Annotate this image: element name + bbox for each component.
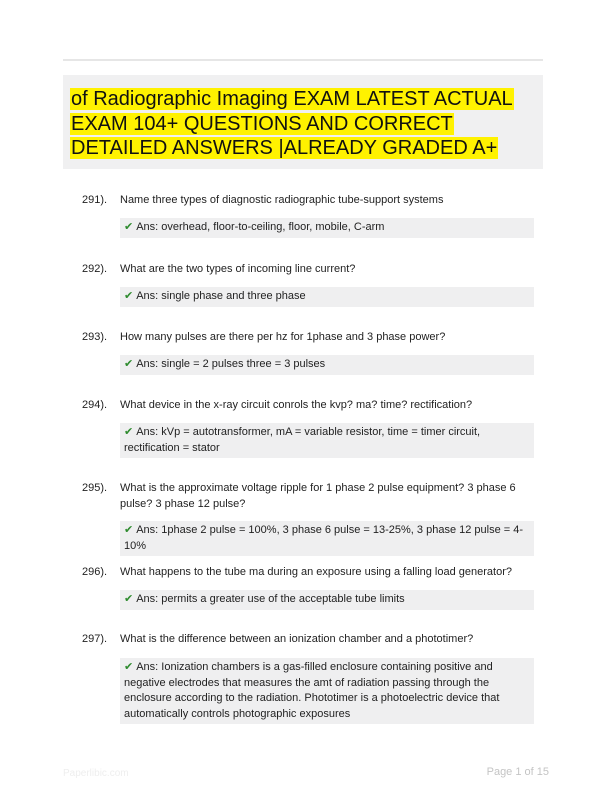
question-text: What is the difference between an ionization chamber and a phototimer?	[120, 633, 474, 645]
page-indicator: Page 1 of 15	[486, 766, 549, 778]
question-number: 296).	[82, 566, 108, 578]
check-icon: ✔	[124, 221, 134, 233]
answer-box	[120, 218, 534, 238]
check-icon: ✔	[124, 524, 134, 536]
answer-box	[120, 590, 534, 610]
answer-box	[120, 521, 534, 556]
question-text: What is the approximate voltage ripple for 1 phase 2 pulse equipment? 3 phase 6 pulse? 3 phase 12 pulse?	[120, 482, 516, 510]
question-number: 292).	[82, 263, 108, 275]
footer-watermark: Paperlibic.com	[63, 768, 129, 779]
answer-box	[120, 355, 534, 375]
answer-box	[120, 423, 534, 458]
question-text: Name three types of diagnostic radiographic tube-support systems	[120, 194, 444, 206]
check-icon: ✔	[124, 426, 134, 438]
answer-box	[120, 287, 534, 307]
answer-text: Ans: single phase and three phase	[136, 290, 306, 302]
answer-text: Ans: single = 2 pulses three = 3 pulses	[136, 358, 326, 370]
check-icon: ✔	[124, 358, 134, 370]
check-icon: ✔	[124, 290, 134, 302]
answer-text: Ans: kVp = autotransformer, mA = variable resistor, time = timer circuit, rectification = stator	[124, 426, 481, 454]
question-number: 295).	[82, 482, 108, 494]
answer-text: Ans: permits a greater use of the acceptable tube limits	[136, 593, 405, 605]
question-text: What are the two types of incoming line current?	[120, 263, 356, 275]
question-number: 293).	[82, 331, 108, 343]
document-title: of Radiographic Imaging EXAM LATEST ACTUAL EXAM 104+ QUESTIONS AND CORRECT DETAILED ANSWERS |ALREADY GRADED A+	[71, 88, 513, 159]
question-text: What happens to the tube ma during an exposure using a falling load generator?	[120, 566, 512, 578]
top-divider	[63, 59, 543, 61]
answer-text: Ans: 1phase 2 pulse = 100%, 3 phase 6 pulse = 13-25%, 3 phase 12 pulse = 4-10%	[124, 524, 524, 552]
answer-text: Ans: overhead, floor-to-ceiling, floor, mobile, C-arm	[136, 221, 385, 233]
check-icon: ✔	[124, 593, 134, 605]
answer-box	[120, 658, 534, 724]
question-text: How many pulses are there per hz for 1phase and 3 phase power?	[120, 331, 446, 343]
answer-text: Ans: Ionization chambers is a gas-filled enclosure containing positive and negative electrodes that measures the amt of radiation passing through the enclosure according to the radiation. Phototimer is a photoelectric device that automatically controls photographic exposures	[124, 661, 500, 720]
question-number: 291).	[82, 194, 108, 206]
question-text: What device in the x-ray circuit conrols the kvp? ma? time? rectification?	[120, 399, 473, 411]
question-number: 297).	[82, 633, 108, 645]
check-icon: ✔	[124, 661, 134, 673]
question-number: 294).	[82, 399, 108, 411]
